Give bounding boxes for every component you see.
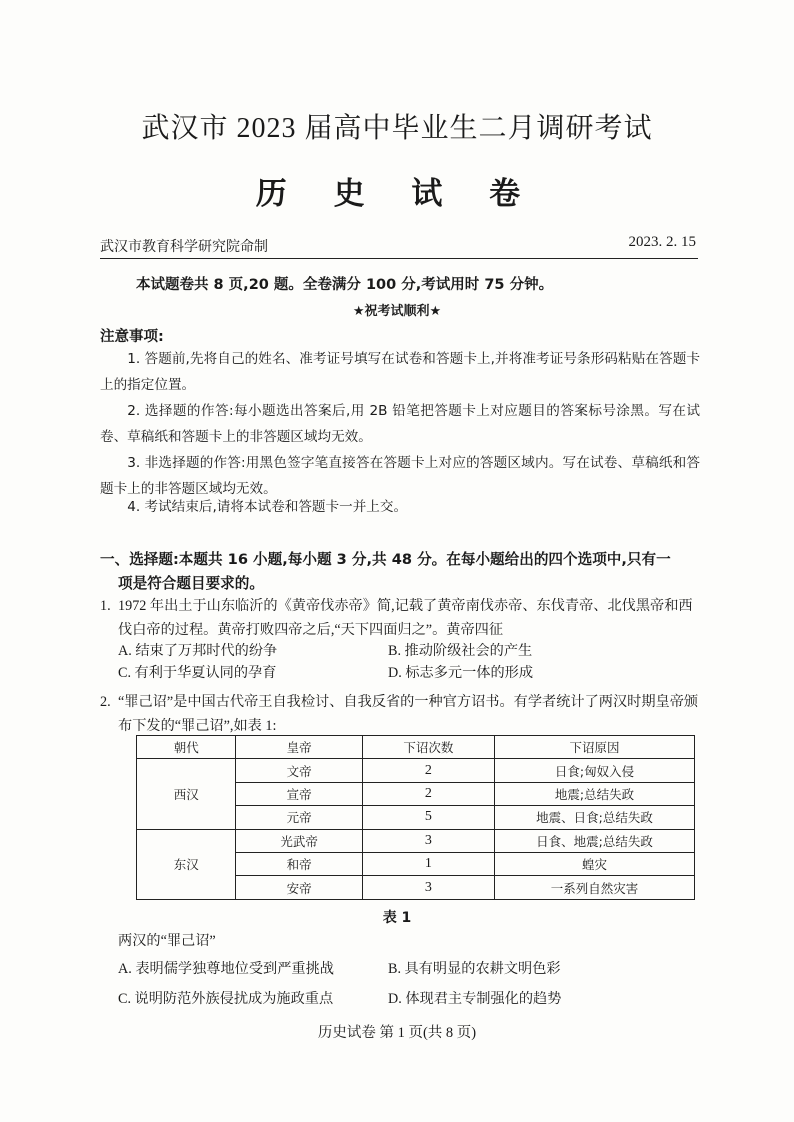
question-stem: 1972 年出土于山东临沂的《黄帝伐赤帝》简,记载了黄帝南伐赤帝、东伐青帝、北伐黑帝和西伐白帝的过程。黄帝打败四帝之后,“天下四面归之”。黄帝四征 bbox=[118, 598, 693, 638]
emperor-cell: 宣帝 bbox=[236, 782, 362, 805]
emperor-cell: 安帝 bbox=[236, 876, 362, 899]
table-header: 皇帝 bbox=[236, 736, 362, 759]
good-luck-banner: ★祝考试顺利★ bbox=[352, 304, 442, 319]
emperor-cell: 光武帝 bbox=[236, 829, 362, 852]
notice-title: 注意事项: bbox=[100, 329, 164, 345]
option-d[interactable]: D. 体现君主专制强化的趋势 bbox=[388, 991, 562, 1007]
option-d[interactable]: D. 标志多元一体的形成 bbox=[388, 665, 534, 681]
reason-cell: 地震、日食;总结失政 bbox=[495, 806, 695, 829]
emperor-cell: 元帝 bbox=[236, 806, 362, 829]
count-cell: 3 bbox=[362, 876, 494, 899]
emperor-cell: 和帝 bbox=[236, 852, 362, 875]
section-heading-text: 一、选择题:本题共 16 小题,每小题 3 分,共 48 分。在每小题给出的四个选项中,只有一 bbox=[100, 551, 671, 568]
count-cell: 1 bbox=[362, 852, 494, 875]
table-row bbox=[137, 829, 695, 852]
question-number: 2. bbox=[100, 694, 111, 710]
question-2-options bbox=[118, 958, 678, 1018]
section-heading-cont: 项是符合题目要求的。 bbox=[118, 575, 264, 592]
issuer: 武汉市教育科学研究院命制 bbox=[100, 239, 268, 255]
notice-item: 2. 选择题的作答:每小题选出答案后,用 2B 铅笔把答题卡上对应题目的答案标号涂黑。写在试卷、草稿纸和答题卡上的非答题区域均无效。 bbox=[100, 403, 700, 445]
table-header: 下诏次数 bbox=[362, 736, 494, 759]
question-1-options bbox=[118, 640, 678, 684]
page-footer: 历史试卷 第 1 页(共 8 页) bbox=[317, 1025, 477, 1041]
exam-info: 本试题卷共 8 页,20 题。全卷满分 100 分,考试用时 75 分钟。 bbox=[136, 277, 554, 293]
question-stem: “罪己诏”是中国古代帝王自我检讨、自我反省的一种官方诏书。有学者统计了两汉时期皇帝颁布下发的“罪己诏”,如表 1: bbox=[118, 694, 699, 734]
reason-cell: 日食、地震;总结失政 bbox=[495, 829, 695, 852]
emperor-cell: 文帝 bbox=[236, 759, 362, 782]
notice-item: 4. 考试结束后,请将本试卷和答题卡一并上交。 bbox=[127, 499, 408, 515]
notice-item: 3. 非选择题的作答:用黑色签字笔直接答在答题卡上对应的答题区域内。写在试卷、草稿纸和答题卡上的非答题区域均无效。 bbox=[100, 455, 700, 497]
edict-table-wrap bbox=[136, 735, 695, 900]
table-caption: 表 1 bbox=[382, 910, 412, 926]
section-heading bbox=[100, 548, 705, 596]
reason-cell: 地震;总结失政 bbox=[495, 782, 695, 805]
table-header-row bbox=[137, 736, 695, 759]
question-number: 1. bbox=[100, 598, 111, 614]
reason-cell: 日食;匈奴入侵 bbox=[495, 759, 695, 782]
reason-cell: 一系列自然灾害 bbox=[495, 876, 695, 899]
count-cell: 2 bbox=[362, 759, 494, 782]
option-b[interactable]: B. 推动阶级社会的产生 bbox=[388, 643, 533, 659]
table-header: 朝代 bbox=[137, 736, 236, 759]
option-c[interactable]: C. 有利于华夏认同的孕育 bbox=[118, 665, 277, 681]
question-sub-stem: 两汉的“罪己诏” bbox=[118, 933, 216, 949]
notice-item: 1. 答题前,先将自己的姓名、准考证号填写在试卷和答题卡上,并将准考证号条形码粘贴在答题卡上的指定位置。 bbox=[100, 351, 700, 393]
count-cell: 5 bbox=[362, 806, 494, 829]
exam-date: 2023. 2. 15 bbox=[628, 234, 696, 250]
option-a[interactable]: A. 结束了万邦时代的纷争 bbox=[118, 643, 278, 659]
dynasty-cell: 东汉 bbox=[137, 829, 236, 899]
subject-title: 历 史 试 卷 bbox=[255, 176, 539, 212]
table-row bbox=[137, 759, 695, 782]
table-header: 下诏原因 bbox=[495, 736, 695, 759]
issuer-row bbox=[100, 234, 698, 259]
question-1 bbox=[100, 594, 705, 642]
option-a[interactable]: A. 表明儒学独尊地位受到严重挑战 bbox=[118, 961, 334, 977]
exam-title: 武汉市 2023 届高中毕业生二月调研考试 bbox=[141, 113, 653, 144]
option-c[interactable]: C. 说明防范外族侵扰成为施政重点 bbox=[118, 991, 334, 1007]
edict-table bbox=[136, 735, 695, 900]
reason-cell: 蝗灾 bbox=[495, 852, 695, 875]
count-cell: 2 bbox=[362, 782, 494, 805]
question-2 bbox=[100, 690, 705, 738]
dynasty-cell: 西汉 bbox=[137, 759, 236, 829]
option-b[interactable]: B. 具有明显的农耕文明色彩 bbox=[388, 961, 561, 977]
count-cell: 3 bbox=[362, 829, 494, 852]
